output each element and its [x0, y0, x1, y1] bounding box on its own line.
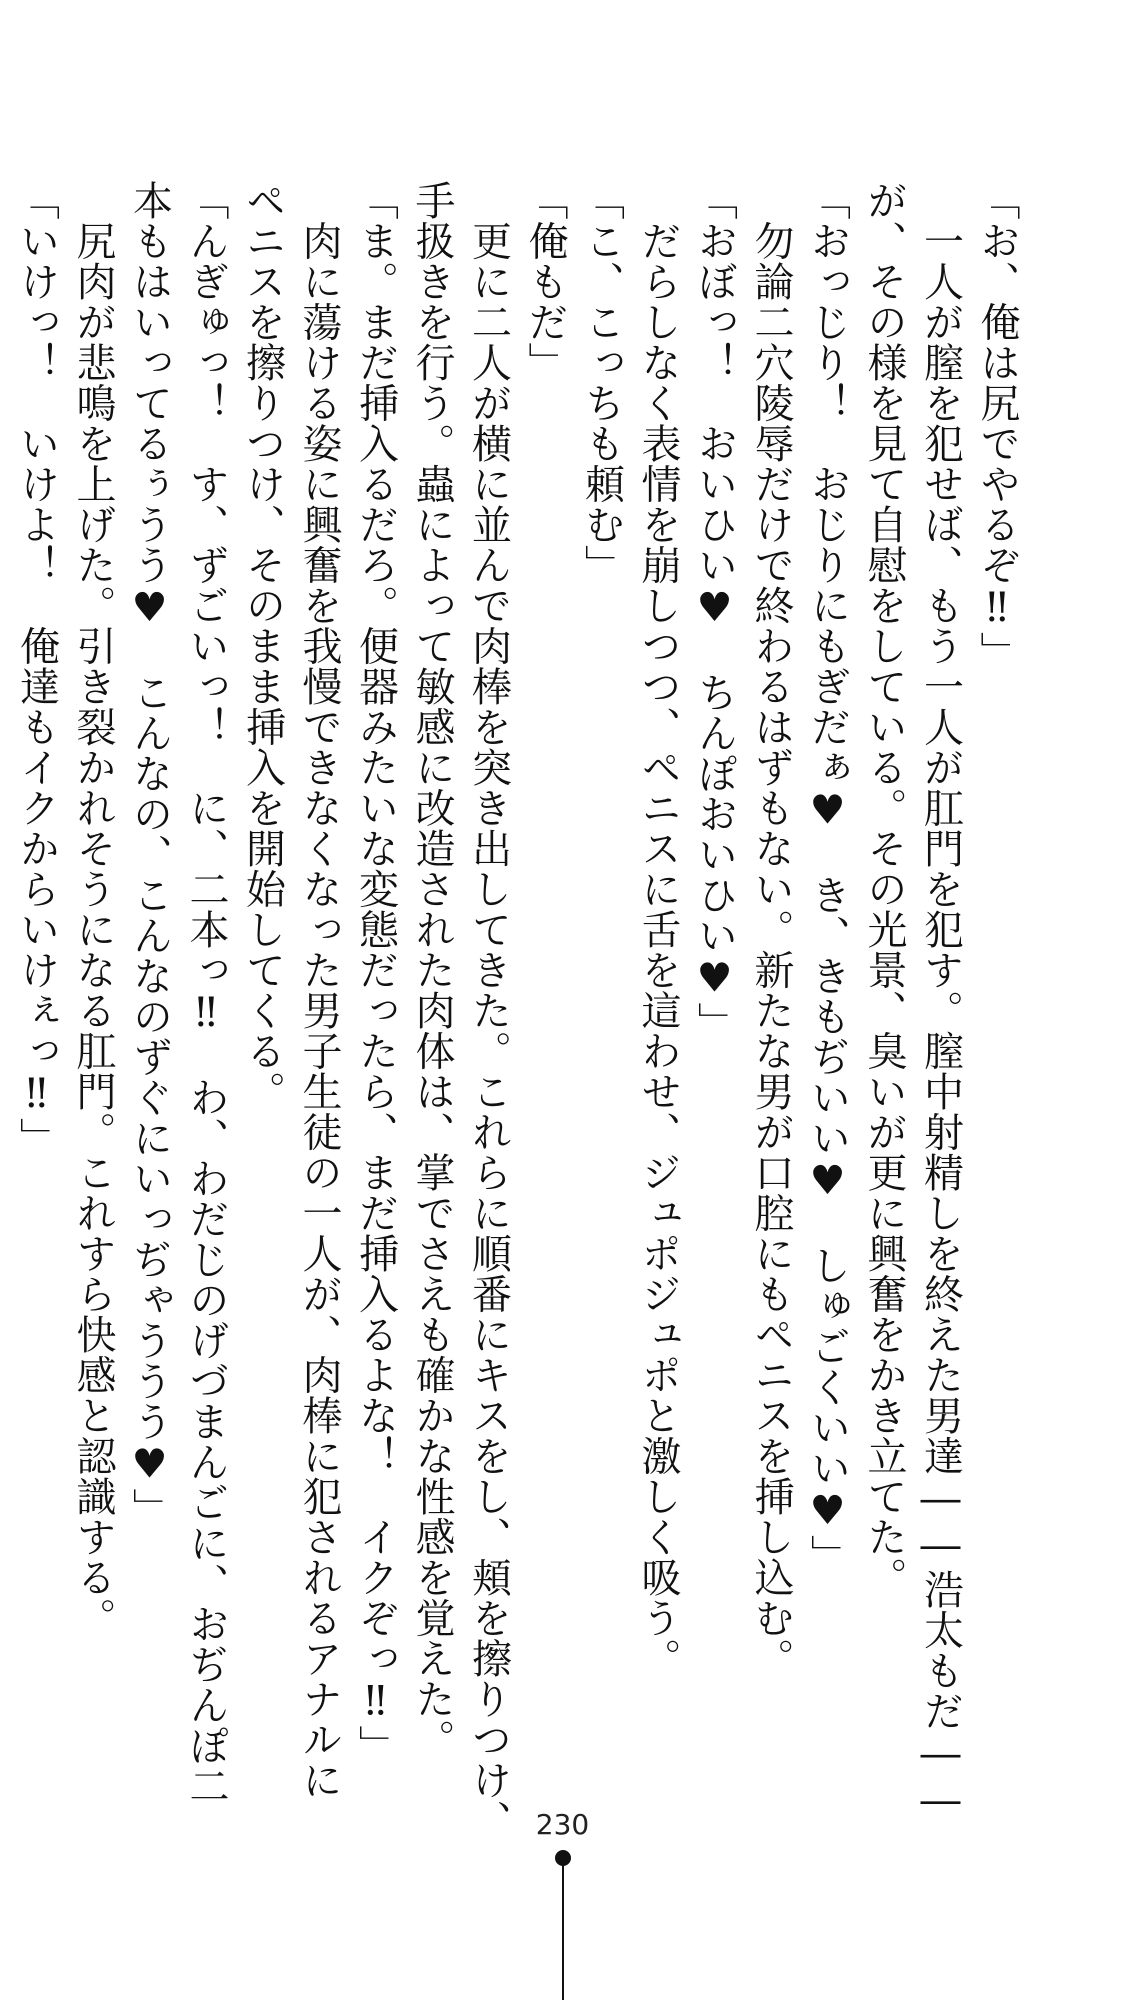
text-line: 「おっじり！ おじりにもぎだぁ♥ き、きもぢいい♥ しゅごくいい♥」 — [804, 180, 851, 1575]
text-line: 手扱きを行う。蟲によって敏感に改造された肉体は、掌でさえも確かな性感を覚えた。 — [409, 180, 455, 1760]
text-line: 「こ、こっちも頼む」 — [578, 180, 625, 585]
text-line: 肉に蕩ける姿に興奮を我慢できなくなった男子生徒の一人が、肉棒に犯されるアナルに — [296, 180, 342, 1800]
text-line: 「いけっ！ いけよ！ 俺達もイクからいけぇっ‼」 — [13, 180, 60, 1158]
page-number: 230 — [535, 1808, 590, 1841]
text-line: 尻肉が悲鳴を上げた。引き裂かれそうになる肛門。これすら快感と認識する。 — [70, 180, 116, 1638]
text-line: 「ま。まだ挿入るだろ。便器みたいな変態だったら、まだ挿入るよな！ イクぞっ‼」 — [352, 180, 399, 1766]
text-line: 「おぼっ！ おいひい♥ ちんぽおいひい♥」 — [691, 180, 738, 1043]
text-line: が、その様を見て自慰をしている。その光景、臭いが更に興奮をかき立てた。 — [861, 180, 907, 1598]
text-line: ペニスを擦りつけ、そのまま挿入を開始してくる。 — [239, 180, 286, 1112]
page-marker-icon — [555, 1850, 571, 2000]
text-line: だらしなく表情を崩しつつ、ペニスに舌を這わせ、ジュポジュポと激しく吸う。 — [635, 180, 681, 1679]
text-line: 更に二人が横に並んで肉棒を突き出してきた。これらに順番にキスをし、頬を擦りつけ、 — [465, 180, 512, 1841]
text-line: 一人が膣を犯せば、もう一人が肛門を犯す。膣中射精しを終えた男達――浩太もだ―― — [917, 180, 964, 1824]
text-line: 「俺もだ」 — [522, 180, 568, 383]
marker-stem — [562, 1860, 564, 2000]
text-line: 勿論二穴陵辱だけで終わるはずもない。新たな男が口腔にもペニスを挿し込む。 — [748, 180, 794, 1679]
text-line: 「お、俺は尻でやるぞ‼」 — [974, 180, 1020, 672]
text-line: 「んぎゅっ！ す、ずごいっ！ に、二本っ‼ わ、わだじのげづまんごに、おぢんぽ二 — [183, 180, 229, 1806]
text-line: 本もはいってるぅうう♥ こんなの、こんなのずぐにいっぢゃううう♥」 — [126, 180, 173, 1529]
